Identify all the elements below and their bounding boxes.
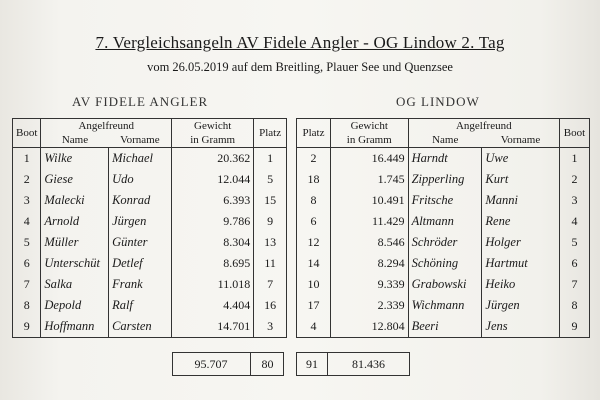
vorname-cell: Jürgen [482,295,560,316]
name-cell: Giese [41,169,109,190]
table-row [13,148,287,170]
table-row [297,148,590,170]
boot-cell: 2 [13,169,41,190]
platz-cell: 3 [254,316,287,338]
platz-cell: 10 [297,274,331,295]
gewicht-cell: 11.429 [330,211,408,232]
table-row [13,232,287,253]
boot-cell: 4 [560,211,590,232]
header-gewicht: Gewicht [172,119,254,134]
gewicht-cell: 11.018 [172,274,254,295]
total-box-right [296,352,410,376]
gewicht-cell: 2.339 [330,295,408,316]
table-row [13,169,287,190]
name-cell: Müller [41,232,109,253]
boot-cell: 1 [13,148,41,170]
platz-cell: 2 [297,148,331,170]
platz-cell: 17 [297,295,331,316]
header-in-gramm: in Gramm [330,133,408,148]
boot-cell: 5 [560,232,590,253]
gewicht-cell: 20.362 [172,148,254,170]
platz-cell: 5 [254,169,287,190]
name-cell: Schröder [408,232,482,253]
table-row [297,274,590,295]
boot-cell: 9 [13,316,41,338]
vorname-cell: Ralf [109,295,172,316]
total-box-left [172,352,284,376]
club-heading-left: AV FIDELE ANGLER [72,94,209,109]
vorname-cell: Jens [482,316,560,338]
name-cell: Unterschüt [41,253,109,274]
gewicht-cell: 14.701 [172,316,254,338]
vorname-cell: Carsten [109,316,172,338]
header-boot: Boot [13,119,41,148]
boot-cell: 8 [13,295,41,316]
boot-cell: 8 [560,295,590,316]
name-cell: Depold [41,295,109,316]
table-row [297,316,590,338]
vorname-cell: Detlef [109,253,172,274]
vorname-cell: Kurt [482,169,560,190]
vorname-cell: Heiko [482,274,560,295]
boot-cell: 7 [13,274,41,295]
header-platz: Platz [254,119,287,148]
boot-cell: 1 [560,148,590,170]
total-gewicht-left: 95.707 [194,357,228,371]
vorname-cell: Rene [482,211,560,232]
platz-cell: 6 [297,211,331,232]
platz-cell: 16 [254,295,287,316]
table-row [13,190,287,211]
platz-cell: 18 [297,169,331,190]
table-row [297,211,590,232]
gewicht-cell: 16.449 [330,148,408,170]
boot-cell: 4 [13,211,41,232]
platz-cell: 7 [254,274,287,295]
platz-cell: 15 [254,190,287,211]
vorname-cell: Günter [109,232,172,253]
vorname-cell: Hartmut [482,253,560,274]
table-row [297,190,590,211]
platz-cell: 8 [297,190,331,211]
table-row [13,211,287,232]
boot-cell: 6 [560,253,590,274]
name-cell: Hoffmann [41,316,109,338]
results-table-right [296,118,590,338]
table-row [13,316,287,338]
name-cell: Wilke [41,148,109,170]
boot-cell: 9 [560,316,590,338]
name-cell: Altmann [408,211,482,232]
header-in-gramm: in Gramm [172,133,254,148]
gewicht-cell: 8.294 [330,253,408,274]
platz-cell: 13 [254,232,287,253]
platz-cell: 14 [297,253,331,274]
name-cell: Zipperling [408,169,482,190]
name-cell: Grabowski [408,274,482,295]
gewicht-cell: 8.695 [172,253,254,274]
boot-cell: 6 [13,253,41,274]
name-cell: Harndt [408,148,482,170]
name-cell: Beeri [408,316,482,338]
vorname-cell: Manni [482,190,560,211]
header-boot: Boot [560,119,590,148]
header-gewicht: Gewicht [330,119,408,134]
table-row [297,169,590,190]
page-title: 7. Vergleichsangeln AV Fidele Angler - OG Lindow 2. Tag [95,33,505,52]
vorname-cell: Udo [109,169,172,190]
table-row [13,274,287,295]
gewicht-cell: 8.546 [330,232,408,253]
header-name: Name [408,133,482,148]
gewicht-cell: 6.393 [172,190,254,211]
header-angelfreund: Angelfreund [41,119,172,134]
gewicht-cell: 9.786 [172,211,254,232]
name-cell: Wichmann [408,295,482,316]
platz-cell: 11 [254,253,287,274]
results-table-left [12,118,287,338]
vorname-cell: Frank [109,274,172,295]
platz-cell: 1 [254,148,287,170]
page-subtitle: vom 26.05.2019 auf dem Breitling, Plauer See und Quenzsee [147,60,453,74]
vorname-cell: Konrad [109,190,172,211]
boot-cell: 3 [560,190,590,211]
boot-cell: 3 [13,190,41,211]
total-platz-right: 91 [297,353,328,375]
header-name: Name [41,133,109,148]
vorname-cell: Michael [109,148,172,170]
table-row [297,232,590,253]
name-cell: Malecki [41,190,109,211]
header-vorname: Vorname [482,133,560,148]
total-gewicht-right: 81.436 [352,357,385,371]
name-cell: Salka [41,274,109,295]
gewicht-cell: 10.491 [330,190,408,211]
name-cell: Schöning [408,253,482,274]
vorname-cell: Uwe [482,148,560,170]
name-cell: Fritsche [408,190,482,211]
header-platz: Platz [297,119,331,148]
boot-cell: 7 [560,274,590,295]
boot-cell: 5 [13,232,41,253]
header-vorname: Vorname [109,133,172,148]
vorname-cell: Holger [482,232,560,253]
table-row [297,253,590,274]
gewicht-cell: 1.745 [330,169,408,190]
club-heading-right: OG LINDOW [396,94,480,109]
table-row [13,253,287,274]
header-angelfreund: Angelfreund [408,119,559,134]
name-cell: Arnold [41,211,109,232]
gewicht-cell: 12.044 [172,169,254,190]
platz-cell: 4 [297,316,331,338]
gewicht-cell: 4.404 [172,295,254,316]
gewicht-cell: 8.304 [172,232,254,253]
platz-cell: 9 [254,211,287,232]
table-row [13,295,287,316]
gewicht-cell: 12.804 [330,316,408,338]
total-platz-left: 80 [250,353,284,375]
boot-cell: 2 [560,169,590,190]
gewicht-cell: 9.339 [330,274,408,295]
platz-cell: 12 [297,232,331,253]
vorname-cell: Jürgen [109,211,172,232]
table-row [297,295,590,316]
